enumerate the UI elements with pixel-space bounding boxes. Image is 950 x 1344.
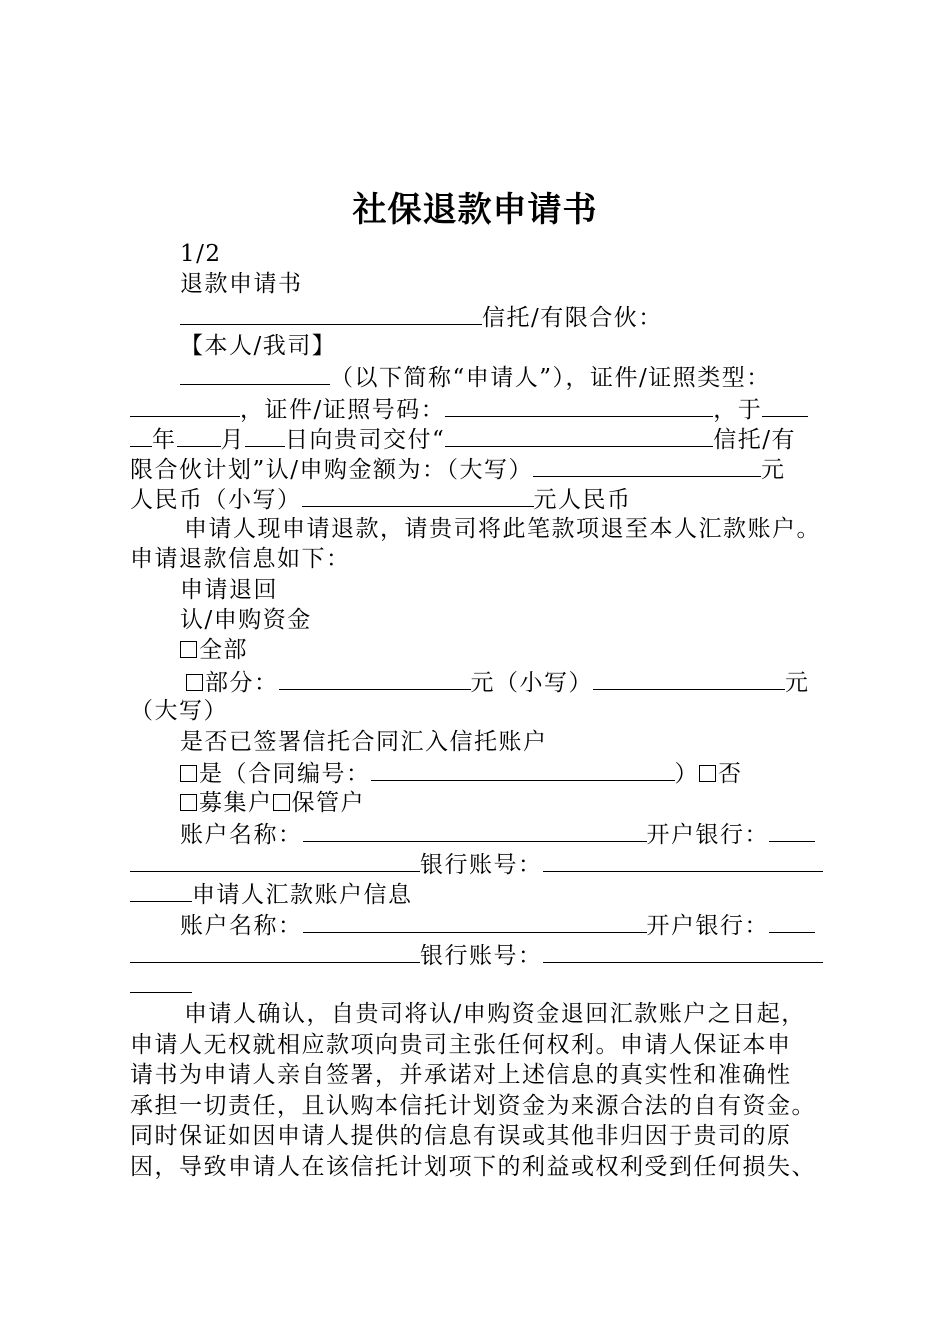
remit-account-name-label: 账户名称： [180,913,303,939]
yes-no-line [180,758,743,788]
contract-number-blank[interactable] [371,758,675,781]
part-small-label: 元（小写） [470,670,593,696]
confirm-line-4: 承担一切责任，且认购本信托计划资金为来源合法的自有资金。 [130,1093,816,1119]
rmb-tail-label: 元人民币 [533,487,632,513]
refund-label-2: 认/申购资金 [180,607,312,633]
remit-bank-number-label: 银行账号： [420,943,543,969]
no-close-bracket: ） [674,761,699,787]
trust-bank-number-blank-b[interactable] [130,879,192,902]
signed-question: 是否已签署信托合同汇入信托账户 [180,729,548,755]
trust-account-line-2 [130,849,823,879]
intro-id-number: ，证件/证照号码： [240,397,446,423]
addressee-line [180,302,663,332]
confirm-line-2: 申请人无权就相应款项向贵司主张任何权利。申请人保证本申 [130,1032,792,1058]
custody-account-checkbox[interactable] [273,794,290,811]
request-line-1: 申请人现申请退款，请贵司将此笔款项退至本人汇款账户。 [184,516,821,542]
yuan-label: 元 [761,457,786,483]
intro-short-name: （以下简称“申请人”），证件/证照类型： [330,365,771,391]
intro-line-3 [130,424,796,454]
option-part-label: 部分： [205,670,279,696]
yes-label: 是（合同编号： [199,761,371,787]
self-option: 【本人/我司】 [180,333,337,359]
day-pay-label: 日向贵司交付“ [285,427,446,453]
trust-bank-blank-a[interactable] [769,819,815,842]
trust-name-blank[interactable] [180,302,482,325]
plan-prefix: 信托/有 [713,427,797,453]
intro-line-1 [180,362,771,392]
remit-account-name-blank[interactable] [303,910,647,933]
refund-label-1: 申请退回 [180,577,278,603]
confirm-line-3: 请书为申请人亲自签署，并承诺对上述信息的真实性和准确性 [130,1062,792,1088]
part-yuan-label: 元 [785,670,810,696]
request-line-2: 申请退款信息如下： [130,546,351,572]
form-title: 退款申请书 [180,271,303,297]
month-blank[interactable] [177,424,221,447]
all-checkbox[interactable] [180,641,197,658]
page-indicator: 1/2 [180,241,222,267]
part-big-blank[interactable] [593,667,785,690]
remit-info-line [130,879,413,909]
remit-account-line-2 [130,940,823,970]
no-label: 否 [718,761,743,787]
trust-bank-blank-b[interactable] [130,849,420,872]
custody-account-label: 保管户 [291,790,365,816]
raise-account-label: 募集户 [199,790,273,816]
year-label: 年 [152,427,177,453]
remit-bank-blank-b[interactable] [130,940,420,963]
yes-checkbox[interactable] [180,765,197,782]
bank-number-label: 银行账号： [420,852,543,878]
remit-bank-open-label: 开户银行： [646,913,769,939]
day-blank[interactable] [245,424,285,447]
trust-bank-number-blank[interactable] [543,849,823,872]
option-part-line [186,667,810,697]
month-label: 月 [220,427,245,453]
page-title: 社保退款申请书 [352,190,598,230]
bank-open-label: 开户银行： [646,822,769,848]
amount-capital-blank[interactable] [533,454,761,477]
intro-line-4 [130,454,786,484]
option-all-line [180,636,248,664]
confirm-line-1: 申请人确认，自贵司将认/申购资金退回汇款账户之日起， [184,1001,806,1027]
part-checkbox[interactable] [186,674,203,691]
plan-name-blank[interactable] [445,424,713,447]
year-blank-b[interactable] [130,424,152,447]
account-name-label: 账户名称： [180,822,303,848]
plan-suffix: 限合伙计划”认/申购金额为：（大写） [130,457,534,483]
remit-info-label: 申请人汇款账户信息 [192,882,413,908]
intro-line-2 [130,394,808,424]
intro-on-date: ，于 [713,397,763,423]
confirm-line-6: 因，导致申请人在该信托计划项下的利益或权利受到任何损失、 [130,1154,816,1180]
part-big-label: （大写） [130,698,228,724]
rmb-small-label: 人民币（小写） [130,487,302,513]
raise-account-checkbox[interactable] [180,794,197,811]
trust-account-line-1 [180,819,815,849]
year-blank-a[interactable] [762,394,808,417]
remit-account-line-3 [130,970,192,1000]
remit-account-line-1 [180,910,815,940]
confirm-line-5: 同时保证如因申请人提供的信息有误或其他非归因于贵司的原 [130,1123,792,1149]
intro-line-5 [130,484,632,514]
no-checkbox[interactable] [699,765,716,782]
amount-small-blank[interactable] [302,484,534,507]
option-all-label: 全部 [199,637,248,663]
addressee-suffix: 信托/有限合伙： [482,305,663,331]
account-type-line [180,789,365,817]
applicant-name-blank[interactable] [180,362,330,385]
remit-bank-number-blank[interactable] [543,940,823,963]
id-type-blank[interactable] [130,394,240,417]
remit-bank-number-blank-b[interactable] [130,970,192,993]
remit-bank-blank-a[interactable] [769,910,815,933]
id-number-blank[interactable] [445,394,713,417]
trust-account-name-blank[interactable] [303,819,647,842]
part-small-blank[interactable] [279,667,471,690]
